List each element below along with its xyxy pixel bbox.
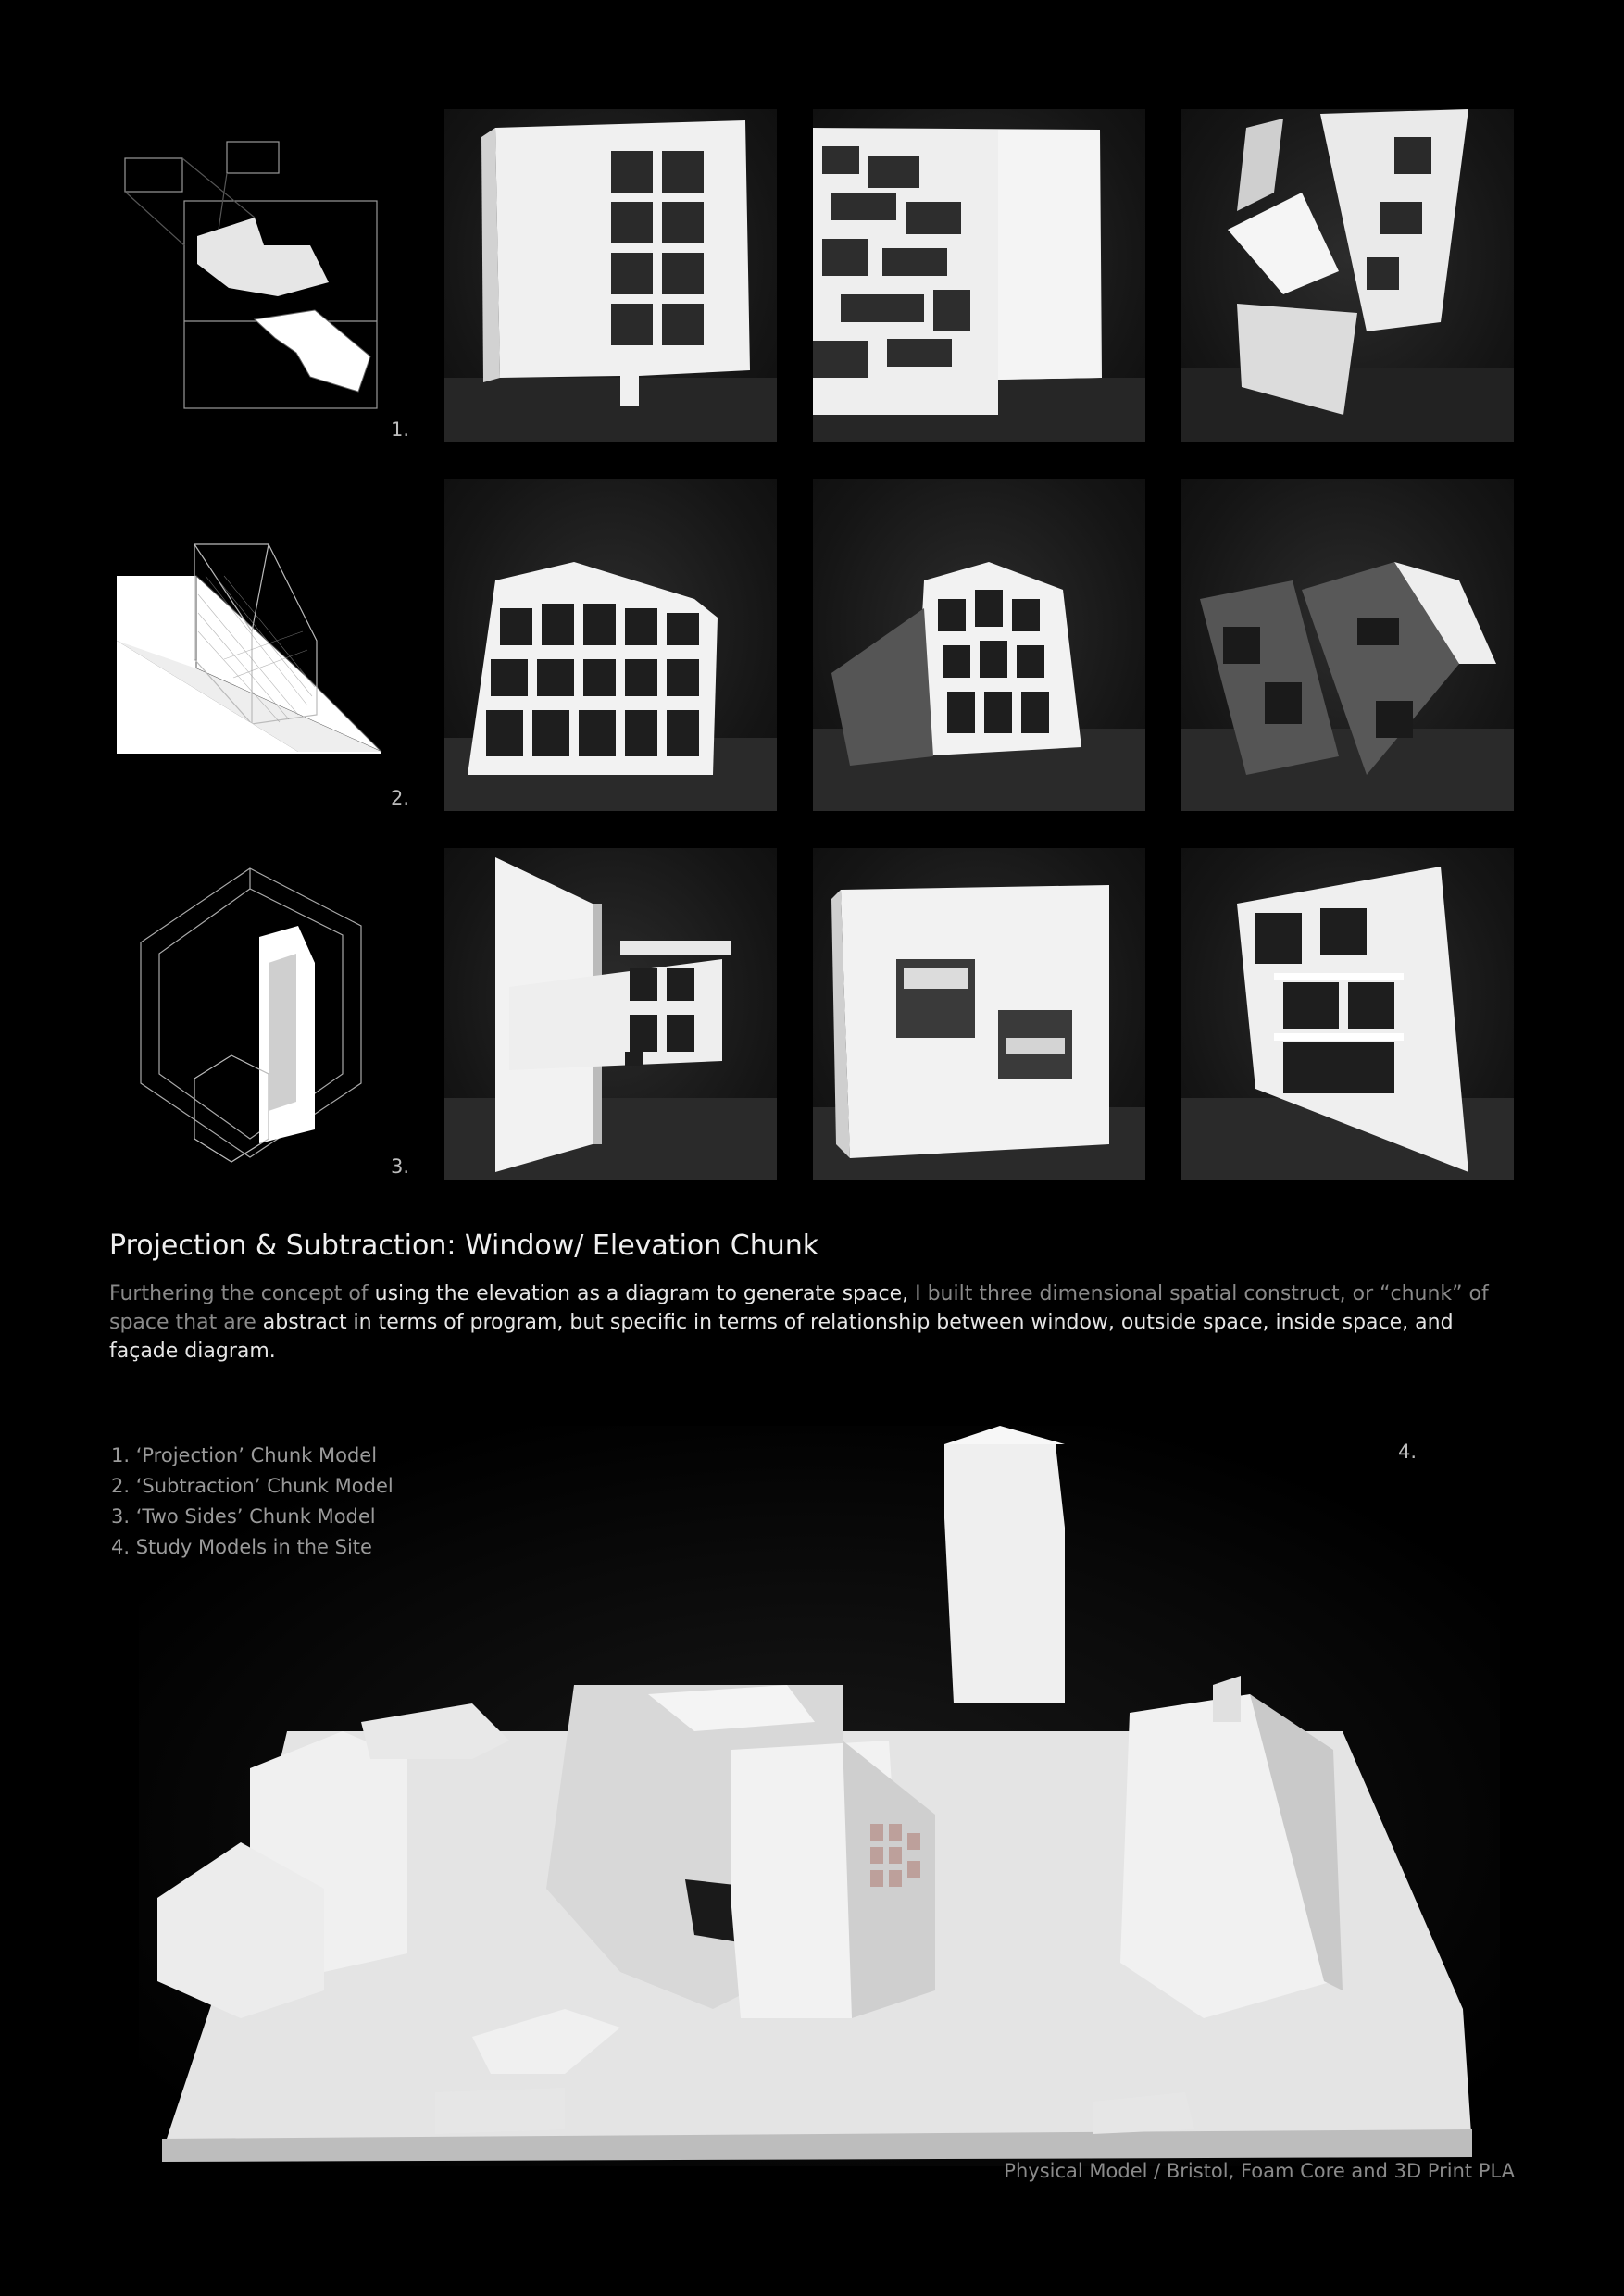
subtraction-model-photo-3 xyxy=(1181,479,1514,811)
row-number-1: 1. xyxy=(391,418,410,441)
projection-model-photo-3 xyxy=(1181,109,1514,442)
legend-item-3: 3. ‘Two Sides’ Chunk Model xyxy=(111,1505,376,1528)
subtraction-diagram xyxy=(113,539,391,761)
description-part-4: abstract in terms of program, but specific in terms of relationship between window, outside space, inside space, and façade diagram. xyxy=(109,1311,1454,1363)
page-title: Projection & Subtraction: Window/ Elevation Chunk xyxy=(109,1229,819,1262)
row-number-3: 3. xyxy=(391,1155,410,1178)
projection-diagram xyxy=(116,134,394,421)
two-sides-model-photo-2 xyxy=(813,848,1145,1180)
legend-item-2: 2. ‘Subtraction’ Chunk Model xyxy=(111,1475,394,1497)
description-part-3: I built three dimensional spatial construct, or “chunk” of space that are xyxy=(109,1282,1489,1334)
description-part-1: Furthering the concept of xyxy=(109,1282,375,1305)
subtraction-model-photo-1 xyxy=(444,479,777,811)
description-part-2: using the elevation as a diagram to generate space, xyxy=(374,1282,916,1305)
legend-item-4: 4. Study Models in the Site xyxy=(111,1536,372,1558)
two-sides-model-photo-3 xyxy=(1181,848,1514,1180)
subtraction-model-photo-2 xyxy=(813,479,1145,811)
two-sides-model-photo-1 xyxy=(444,848,777,1180)
two-sides-diagram xyxy=(130,861,380,1167)
model-legend xyxy=(111,1441,394,1563)
projection-model-photo-2 xyxy=(813,109,1145,442)
legend-item-1: 1. ‘Projection’ Chunk Model xyxy=(111,1444,378,1466)
description xyxy=(109,1279,1517,1366)
site-number: 4. xyxy=(1398,1441,1418,1463)
projection-model-photo-1 xyxy=(444,109,777,442)
material-caption: Physical Model / Bristol, Foam Core and 3D Print PLA xyxy=(1004,2160,1515,2182)
row-number-2: 2. xyxy=(391,787,410,809)
